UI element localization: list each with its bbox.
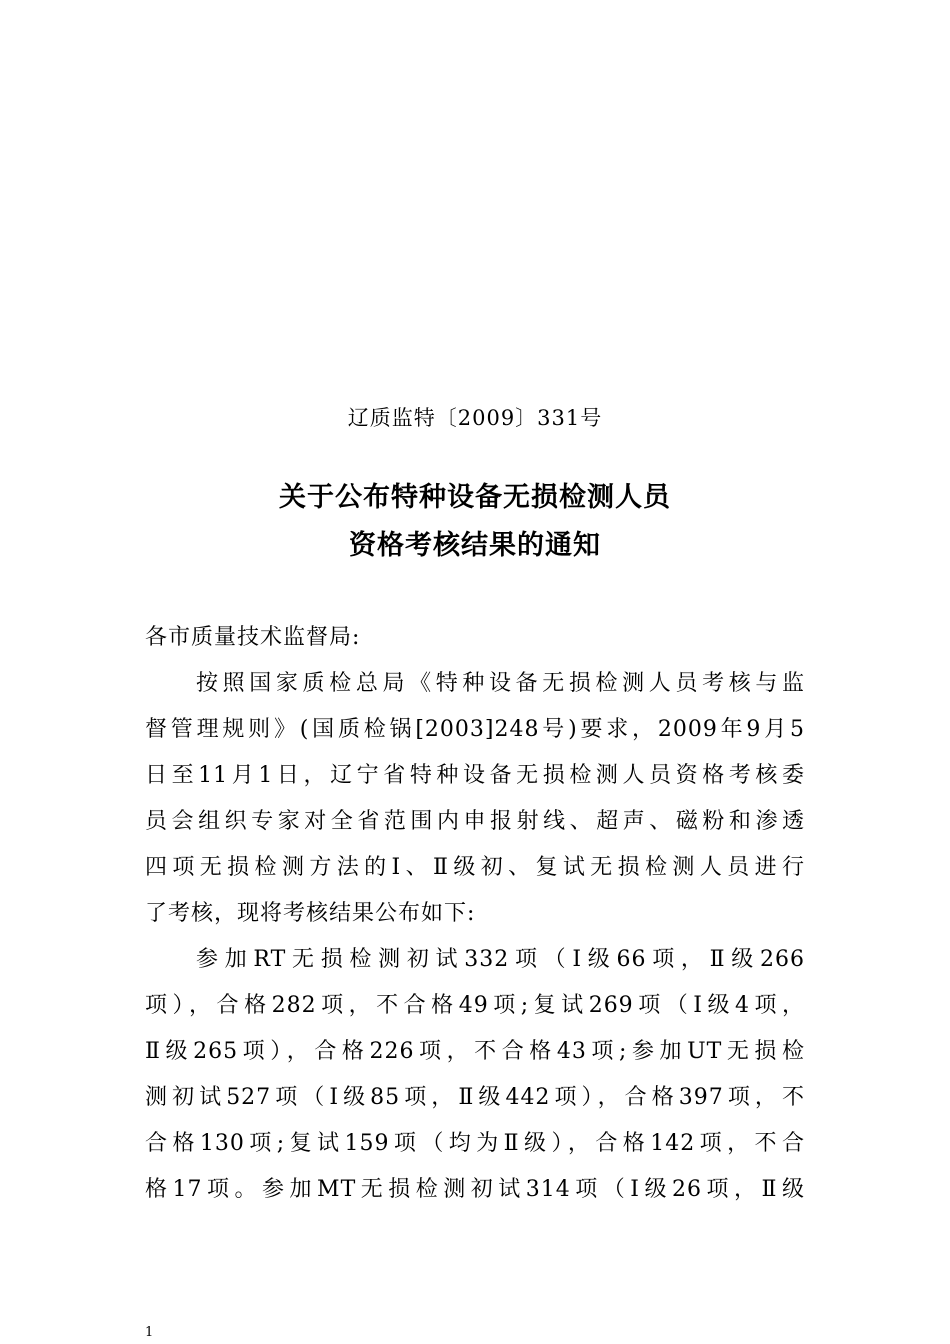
page-number: 1 bbox=[145, 1325, 154, 1340]
body-line: 四项无损检测方法的Ⅰ、Ⅱ级初、复试无损检测人员进行 bbox=[145, 855, 805, 880]
body-line: 合格130项;复试159项（均为Ⅱ级），合格142项，不合 bbox=[145, 1131, 805, 1156]
body-line: 格17项。参加MT无损检测初试314项（Ⅰ级26项，Ⅱ级 bbox=[145, 1177, 805, 1202]
body-line: 了考核，现将考核结果公布如下: bbox=[145, 901, 476, 926]
body-line: 员会组织专家对全省范围内申报射线、超声、磁粉和渗透 bbox=[145, 809, 805, 834]
document-number: 辽质监特〔2009〕331号 bbox=[347, 406, 603, 430]
title-line-2: 资格考核结果的通知 bbox=[349, 530, 601, 561]
body-line: 测初试527项（Ⅰ级85项，Ⅱ级442项），合格397项，不 bbox=[145, 1085, 805, 1110]
body-line: 参加RT无损检测初试332项（Ⅰ级66项，Ⅱ级266 bbox=[196, 947, 805, 972]
title-line-1: 关于公布特种设备无损检测人员 bbox=[279, 482, 671, 513]
addressee: 各市质量技术监督局: bbox=[145, 625, 361, 650]
body-line: Ⅱ级265项），合格226项，不合格43项;参加UT无损检 bbox=[145, 1039, 805, 1064]
body-line: 项），合格282项，不合格49项;复试269项（Ⅰ级4项， bbox=[145, 993, 805, 1018]
body-line: 日至11月1日，辽宁省特种设备无损检测人员资格考核委 bbox=[145, 763, 805, 788]
body-line: 按照国家质检总局《特种设备无损检测人员考核与监 bbox=[196, 671, 805, 696]
body-line: 督管理规则》(国质检锅[2003]248号)要求，2009年9月5 bbox=[145, 717, 805, 742]
